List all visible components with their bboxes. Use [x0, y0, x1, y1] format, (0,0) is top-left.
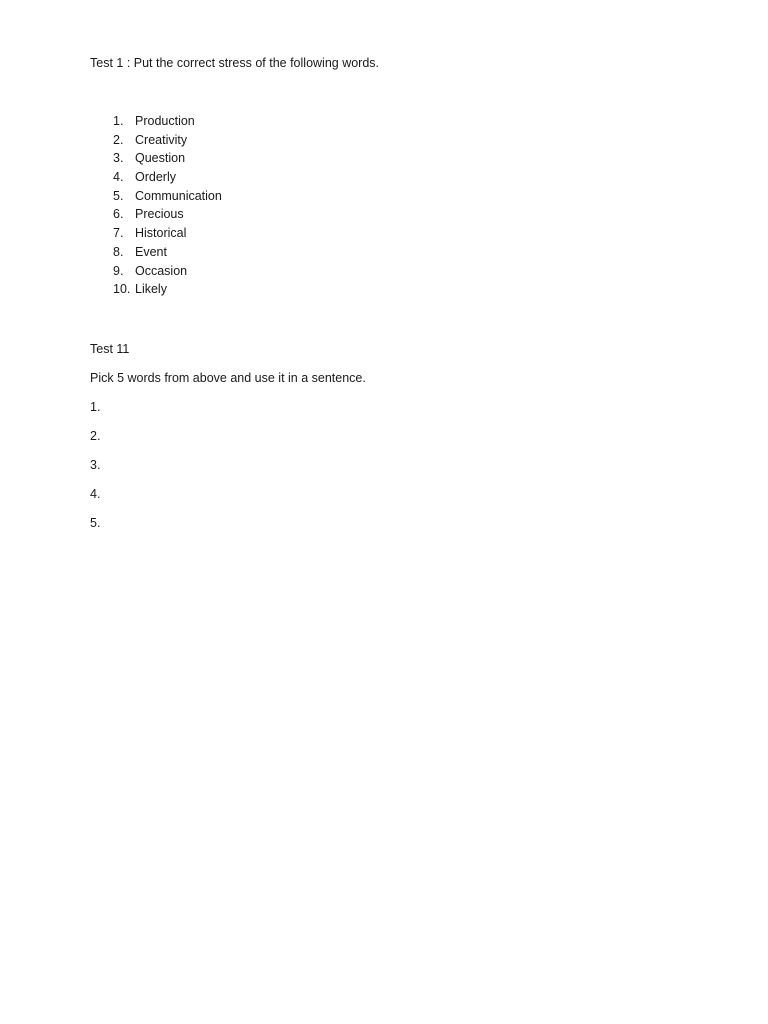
list-word: Production: [135, 114, 195, 128]
list-number: 9.: [113, 263, 124, 278]
list-number: 5.: [113, 188, 124, 203]
test2-title: Test 11: [90, 342, 130, 356]
list-word: Historical: [135, 226, 187, 241]
list-number: 8.: [113, 244, 124, 259]
list-number: 3.: [113, 151, 124, 166]
test2-instruction: Pick 5 words from above and use it in a sentence.: [90, 371, 366, 385]
list-number: 10.: [113, 282, 131, 297]
list-word: Creativity: [135, 132, 188, 147]
list-word: Event: [135, 244, 167, 259]
answer-line: 4.: [90, 487, 101, 501]
list-number: 6.: [113, 207, 124, 222]
list-word: Orderly: [135, 170, 176, 185]
list-word: Likely: [135, 282, 167, 297]
test1-title: Test 1 : Put the correct stress of the following words.: [90, 56, 380, 70]
answer-line: 2.: [90, 429, 101, 443]
answer-line: 5.: [90, 516, 101, 530]
list-word: Occasion: [135, 263, 188, 278]
answer-list: [90, 399, 100, 544]
list-number: 7.: [113, 226, 124, 241]
list-word: Communication: [135, 188, 222, 203]
list-number: 4.: [113, 170, 124, 185]
answer-line: 3.: [90, 458, 101, 472]
list-number: 2.: [113, 132, 124, 147]
list-word: Precious: [135, 207, 184, 222]
list-number: 1.: [113, 114, 124, 128]
list-word: Question: [135, 151, 186, 166]
answer-line: 1.: [90, 400, 101, 414]
